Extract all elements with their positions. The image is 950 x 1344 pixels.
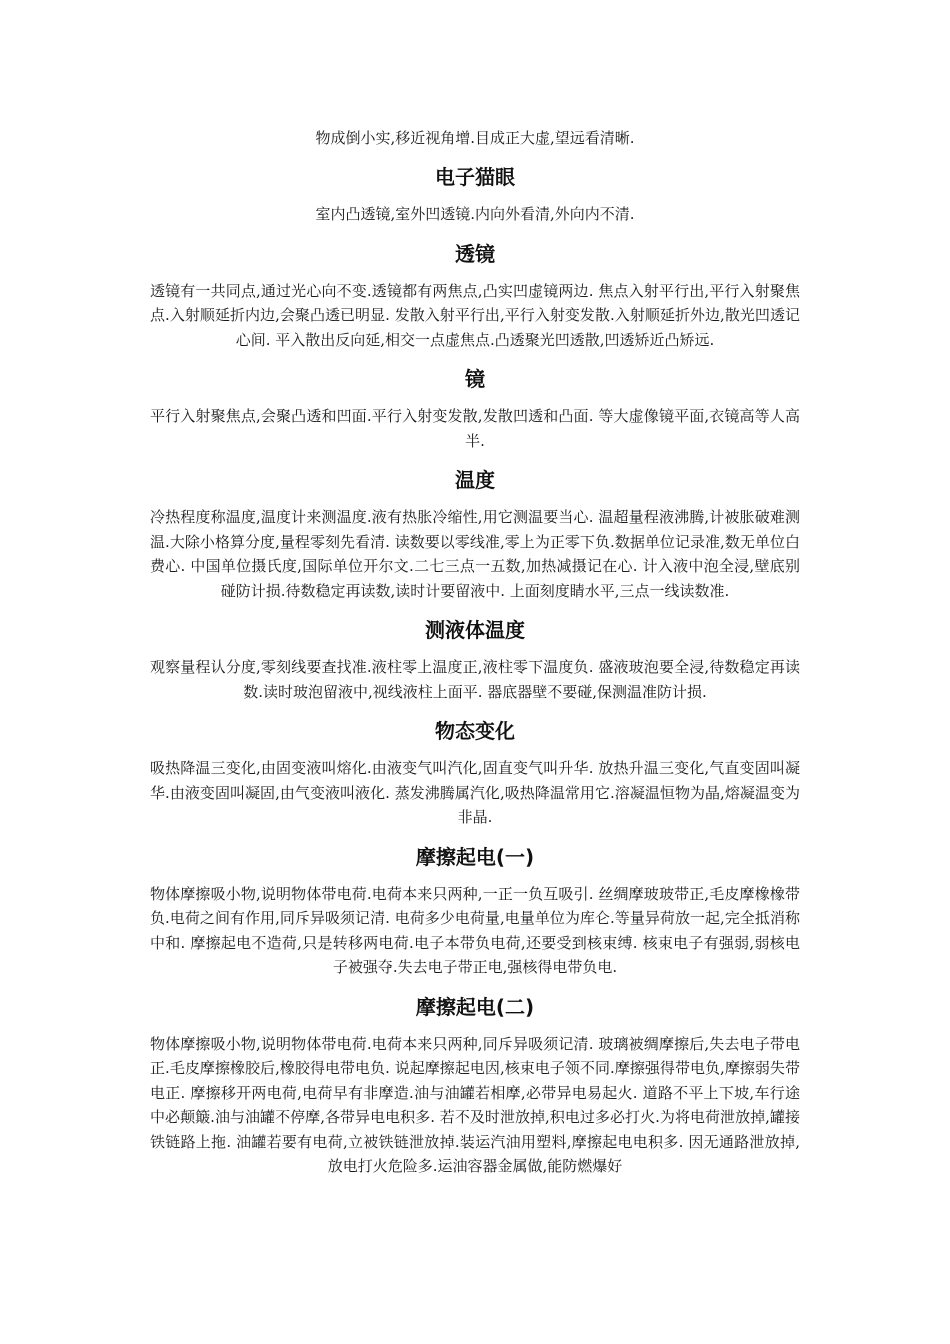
intro-text: 物成倒小实,移近视角增.目成正大虚,望远看清晰. <box>315 129 635 147</box>
section-body: 透镜有一共同点,通过光心向不变.透镜都有两焦点,凸实凹虚镜两边. 焦点入射平行出,平行入射聚焦点.入射顺延折内边,会聚凸透已明显. 发散入射平行出,平行入射变发散.入射顺延折外边,散光凹透记心间. 平入散出反向延,相交一点虚焦点.凸透聚光凹透散,凹透矫近凸矫远. <box>150 281 800 349</box>
section-mirror <box>150 366 800 453</box>
section-body: 冷热程度称温度,温度计来测温度.液有热胀冷缩性,用它测温要当心. 温超量程液沸腾,计被胀破难测温.大除小格算分度,量程零刻先看清. 读数要以零线准,零上为正零下负.数据单位记录准,数无单位白费心. 中国单位摄氏度,国际单位开尔文.二七三点一五数,加热减摄记在心. 计入液中泡全浸,壁底别碰防计损.待数稳定再读数,读时计要留液中. 上面刻度睛水平,三点一线读数准. <box>150 508 800 600</box>
section-title: 透镜 <box>455 241 495 266</box>
section-title: 镜 <box>465 367 485 391</box>
section-body: 物体摩擦吸小物,说明物体带电荷.电荷本来只两种,同斥异吸须记清. 玻璃被绸摩擦后,失去电子带电正.毛皮摩擦橡胶后,橡胶得电带电负. 说起摩擦起电因,核束电子领不同.摩擦强得带电负,摩擦弱失带电正. 摩擦移开两电荷,电荷早有非摩造.油与油罐若相摩,必带异电易起火. 道路不平上下坡,车行途中必颠簸.油与油罐不停摩,各带异电电积多. 若不及时泄放掉,积电过多必打火.为将电荷泄放掉,罐接铁链路上拖. 油罐若要有电荷,立被铁链泄放掉.装运汽油用塑料,摩擦起电电积多. 因无通路泄放掉,放电打火危险多.运油容器金属做,能防燃爆好 <box>150 1034 800 1175</box>
section-electronic-peephole <box>150 164 800 227</box>
section-friction-electricity-2 <box>150 994 800 1179</box>
section-lens <box>150 241 800 353</box>
section-title: 物态变化 <box>435 719 515 743</box>
section-body: 物体摩擦吸小物,说明物体带电荷.电荷本来只两种,一正一负互吸引. 丝绸摩玻玻带正,毛皮摩橡橡带负.电荷之间有作用,同斥异吸须记清. 电荷多少电荷量,电量单位为库仑.等量异荷放一起,完全抵消称中和. 摩擦起电不造荷,只是转移两电荷.电子本带负电荷,还要受到核束缚. 核束电子有强弱,弱核电子被强夺.失去电子带正电,强核得电带负电. <box>150 884 800 976</box>
section-title: 测液体温度 <box>425 618 525 642</box>
section-body: 观察量程认分度,零刻线要查找准.液柱零上温度正,液柱零下温度负. 盛液玻泡要全浸,待数稳定再读数.读时玻泡留液中,视线液柱上面平. 器底器壁不要碰,保测温准防计损. <box>150 658 800 701</box>
section-temperature <box>150 467 800 603</box>
section-title: 摩擦起电(一) <box>415 844 535 869</box>
section-body: 吸热降温三变化,由固变液叫熔化.由液变气叫汽化,固直变气叫升华. 放热升温三变化,气直变固叫凝华.由液变固叫凝固,由气变液叫液化. 蒸发沸腾属汽化,吸热降温常用它.溶凝温恒物为晶,熔凝温变为非晶. <box>150 759 800 826</box>
section-title: 温度 <box>455 468 495 492</box>
section-body: 室内凸透镜,室外凹透镜.内向外看清,外向内不清. <box>315 205 635 223</box>
section-liquid-temperature <box>150 617 800 704</box>
document-page <box>150 126 800 1193</box>
section-state-change <box>150 718 800 830</box>
section-friction-electricity-1 <box>150 844 800 980</box>
section-title: 电子猫眼 <box>435 165 515 189</box>
section-title: 摩擦起电(二) <box>415 994 535 1019</box>
section-body: 平行入射聚焦点,会聚凸透和凹面.平行入射变发散,发散凹透和凸面. 等大虚像镜平面,衣镜高等人高半. <box>150 407 800 450</box>
